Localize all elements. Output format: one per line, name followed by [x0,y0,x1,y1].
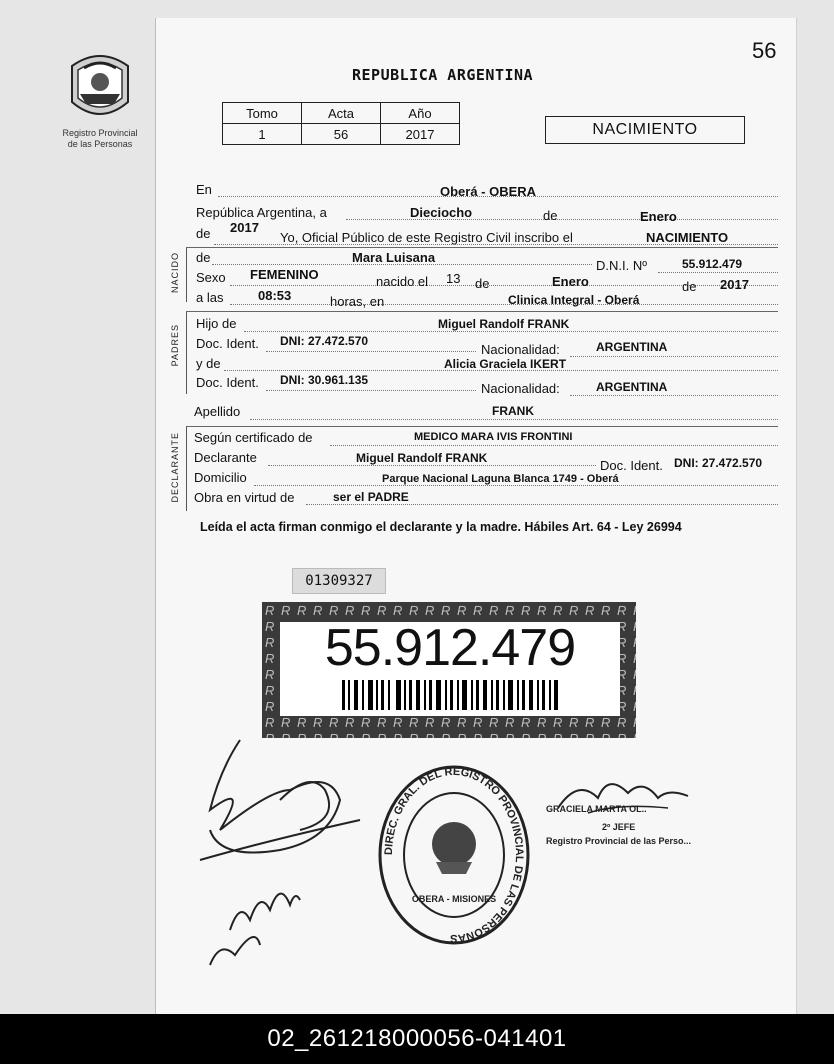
dotted-line [244,331,778,332]
header-acta: Acta [302,103,381,124]
mother-name: Alicia Graciela IKERT [444,357,567,371]
birth-place: Clinica Integral - Oberá [508,293,640,307]
a-las-label: a las [196,290,224,305]
birth-day: 13 [446,271,461,286]
en-label: En [196,182,212,197]
en-value: Oberá - OBERA [440,184,537,199]
declarant-role: ser el PADRE [333,490,409,504]
registration-year: 2017 [230,220,259,235]
nacido-el-label: nacido el [376,274,429,289]
registrar-name: GRACIELA MARTA OL.. [546,804,647,814]
apellido-label: Apellido [194,404,241,419]
dotted-line [266,390,476,391]
value-ano: 2017 [381,124,460,145]
certificate-by: MEDICO MARA IVIS FRONTINI [414,431,573,443]
hijo-de-label: Hijo de [196,316,237,331]
birth-year: 2017 [720,277,749,292]
section-bracket [186,248,187,302]
birth-time: 08:53 [258,288,292,303]
child-sex: FEMENINO [250,267,319,282]
domicilio-label: Domicilio [194,470,247,485]
mother-nationality: ARGENTINA [596,380,668,394]
section-bracket [186,312,187,394]
control-number: 01309327 [292,568,386,594]
segun-certificado-label: Según certificado de [194,430,313,445]
registrar-title: 2º JEFE [602,822,636,832]
dotted-line [570,395,778,396]
header-ano: Año [381,103,460,124]
official-seal [376,762,532,953]
child-name: Mara Luisana [352,250,436,265]
section-nacido-label: NACIDO [170,252,180,294]
mother-doc: DNI: 30.961.135 [280,373,369,387]
sexo-label: Sexo [196,270,226,285]
registration-day: Dieciocho [410,205,473,220]
horas-en-label: horas, en [330,294,385,309]
dni-number-large: 55.912.479 [324,619,576,677]
page-number: 56 [752,38,777,63]
value-acta: 56 [302,124,381,145]
nacionalidad-label: Nacionalidad: [481,342,560,357]
seal-bottom-text: OBERA - MISIONES [411,894,497,904]
republica-label: República Argentina, a [196,205,327,220]
dotted-line [254,485,778,486]
de-label: de [543,208,558,223]
section-padres-label: PADRES [170,324,180,367]
dni-label: D.N.I. Nº [596,258,647,273]
year-prefix: de [196,226,211,241]
dotted-line [330,445,778,446]
section-divider [186,247,778,248]
country-heading: REPUBLICA ARGENTINA [352,66,534,84]
dotted-line [250,419,778,420]
value-tomo: 1 [223,124,302,145]
yo-text: Yo, Oficial Público de este Registro Civil inscribo el [280,230,573,245]
declarante-label: Declarante [194,450,257,465]
section-divider [186,311,778,312]
obra-label: Obra en virtud de [194,490,295,505]
registry-emblem [64,46,136,131]
dotted-line [268,465,596,466]
de-label: de [682,279,697,294]
father-name: Miguel Randolf FRANK [438,317,570,331]
declarant-address: Parque Nacional Laguna Blanca 1749 - Oberá [382,473,619,485]
registry-name-line2: de las Personas [67,139,133,149]
registry-name [48,128,152,150]
dotted-line [658,272,778,273]
de-label: de [475,276,490,291]
nacionalidad-label: Nacionalidad: [481,381,560,396]
de-label: de [196,250,211,265]
birth-month: Enero [552,274,589,289]
father-nationality: ARGENTINA [596,340,668,354]
dotted-line [570,356,778,357]
record-type-box: NACIMIENTO [545,116,745,144]
dotted-line [266,351,476,352]
scan-footer-code: 02_261218000056-041401 [0,1014,834,1064]
closing-statement: Leída el acta firman conmigo el declarante y la madre. Hábiles Art. 64 - Ley 26994 [200,520,682,534]
dotted-line [306,504,778,505]
doc-ident-label: Doc. Ident. [196,336,259,351]
declarant-name: Miguel Randolf FRANK [356,451,488,465]
doc-ident-label: Doc. Ident. [196,375,259,390]
father-doc: DNI: 27.472.570 [280,334,369,348]
section-divider [186,426,778,427]
registration-month: Enero [640,209,677,224]
registrar-office: Registro Provincial de las Perso... [546,836,692,846]
declarant-doc: DNI: 27.472.570 [674,456,763,470]
act-type: NACIMIENTO [646,230,729,245]
child-dni: 55.912.479 [682,257,743,271]
apellido-value: FRANK [492,404,534,418]
officer-signature [180,730,380,985]
doc-ident-label: Doc. Ident. [600,458,663,473]
section-declarante-label: DECLARANTE [170,432,180,503]
y-de-label: y de [196,356,221,371]
dotted-line [230,304,778,305]
volume-table [222,102,460,145]
section-bracket [186,427,187,511]
seal-text: DIREC. GRAL. DEL REGISTRO PROVINCIAL DE LAS PERSONAS [382,765,526,945]
header-tomo: Tomo [223,103,302,124]
registry-name-line1: Registro Provincial [62,128,138,138]
